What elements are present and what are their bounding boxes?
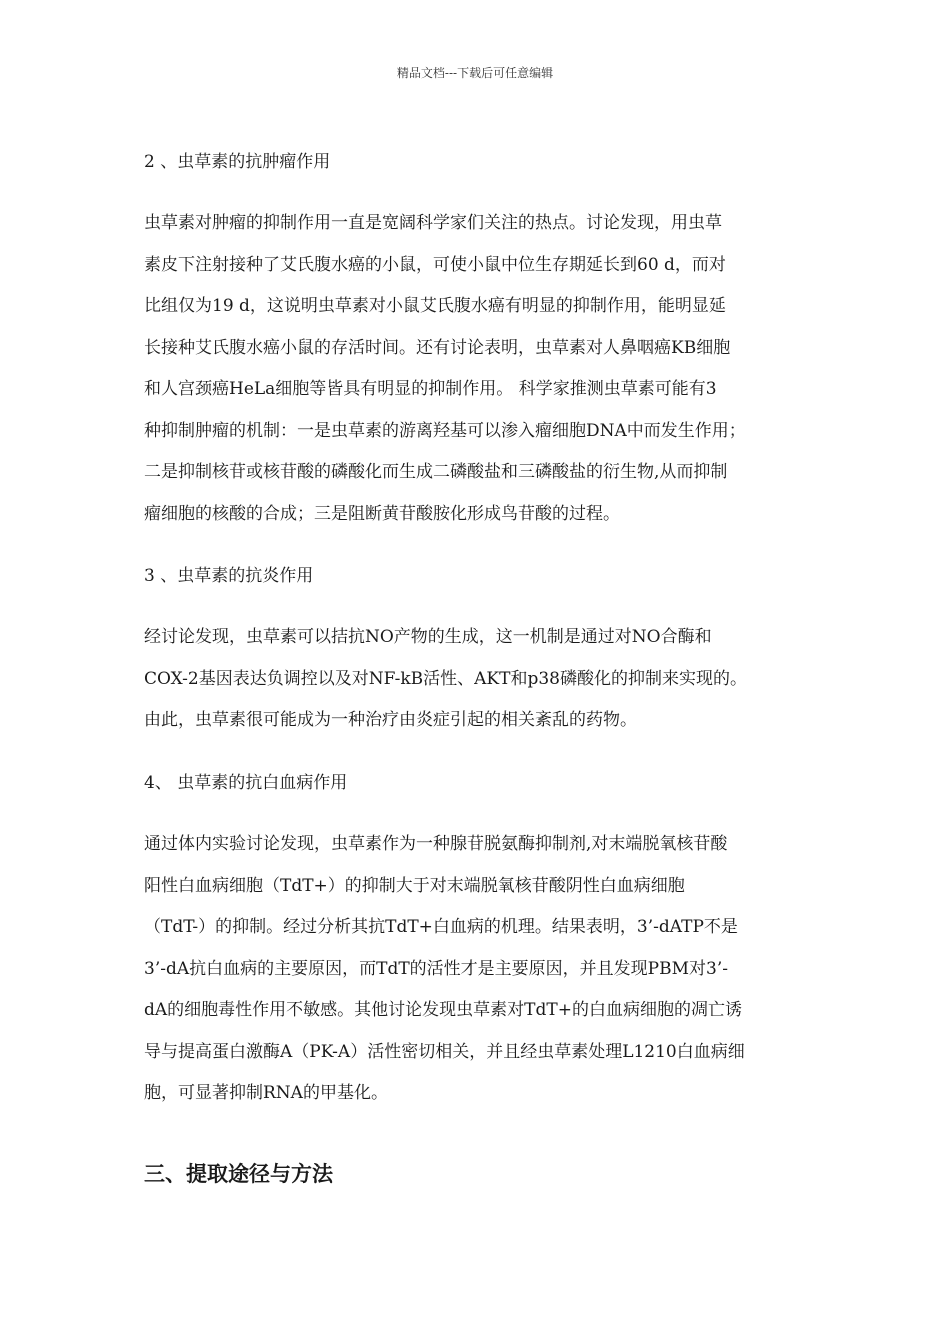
section-paragraph-antitumor xyxy=(144,203,808,535)
paragraph-line: 长接种艾氏腹水癌小鼠的存活时间。还有讨论表明，虫草素对人鼻咽癌KB细胞 xyxy=(144,337,731,358)
paragraph-line: 胞，可显著抑制RNA的甲基化。 xyxy=(144,1083,388,1103)
paragraph-line: 阳性白血病细胞（TdT+）的抑制大于对末端脱氧核苷酸阴性白血病细胞 xyxy=(144,875,685,896)
section-heading-antileukemia: 4、 虫草素的抗白血病作用 xyxy=(144,773,348,793)
paragraph-line: 种抑制肿瘤的机制：一是虫草素的游离羟基可以渗入瘤细胞DNA中而发生作用； xyxy=(144,420,746,441)
page-header: 精品文档---下载后可任意编辑 xyxy=(396,66,554,80)
paragraph-line: 比组仅为19 d，这说明虫草素对小鼠艾氏腹水癌有明显的抑制作用，能明显延 xyxy=(144,296,726,316)
paragraph-line: 通过体内实验讨论发现，虫草素作为一种腺苷脱氨酶抑制剂,对末端脱氧核苷酸 xyxy=(144,834,728,854)
paragraph-line: （TdT-）的抑制。经过分析其抗TdT+白血病的机理。结果表明，3’-dATP不是 xyxy=(144,917,738,937)
paragraph-line: 虫草素对肿瘤的抑制作用一直是宽阔科学家们关注的热点。讨论发现，用虫草 xyxy=(144,213,722,233)
section-heading-antiinflammatory: 3 、虫草素的抗炎作用 xyxy=(144,566,314,586)
paragraph-line: 素皮下注射接种了艾氏腹水癌的小鼠，可使小鼠中位生存期延长到60 d，而对 xyxy=(144,254,726,275)
paragraph-line: 二是抑制核苷或核苷酸的磷酸化而生成二磷酸盐和三磷酸盐的衍生物,从而抑制 xyxy=(144,462,728,482)
section-paragraph-antiinflammatory xyxy=(144,617,808,742)
chapter-heading-extraction: 三、提取途径与方法 xyxy=(144,1161,333,1186)
paragraph-line: 和人宫颈癌HeLa细胞等皆具有明显的抑制作用。 科学家推测虫草素可能有3 xyxy=(144,379,717,399)
paragraph-line: 导与提高蛋白激酶A（PK-A）活性密切相关，并且经虫草素处理L1210白血病细 xyxy=(144,1041,745,1062)
paragraph-line: 由此，虫草素很可能成为一种治疗由炎症引起的相关紊乱的药物。 xyxy=(144,710,637,730)
paragraph-line: COX-2基因表达负调控以及对NF-kB活性、AKT和p38磷酸化的抑制来实现的。 xyxy=(144,668,747,689)
section-heading-antitumor: 2 、虫草素的抗肿瘤作用 xyxy=(144,152,331,172)
paragraph-line: 3’-dA抗白血病的主要原因，而TdT的活性才是主要原因，并且发现PBM对3’- xyxy=(144,958,728,979)
section-paragraph-antileukemia xyxy=(144,824,808,1115)
paragraph-line: 瘤细胞的核酸的合成；三是阻断黄苷酸胺化形成鸟苷酸的过程。 xyxy=(144,503,620,524)
paragraph-line: dA的细胞毒性作用不敏感。其他讨论发现虫草素对TdT+的白血病细胞的凋亡诱 xyxy=(144,1000,742,1020)
paragraph-line: 经讨论发现，虫草素可以拮抗NO产物的生成，这一机制是通过对NO合酶和 xyxy=(144,627,712,647)
